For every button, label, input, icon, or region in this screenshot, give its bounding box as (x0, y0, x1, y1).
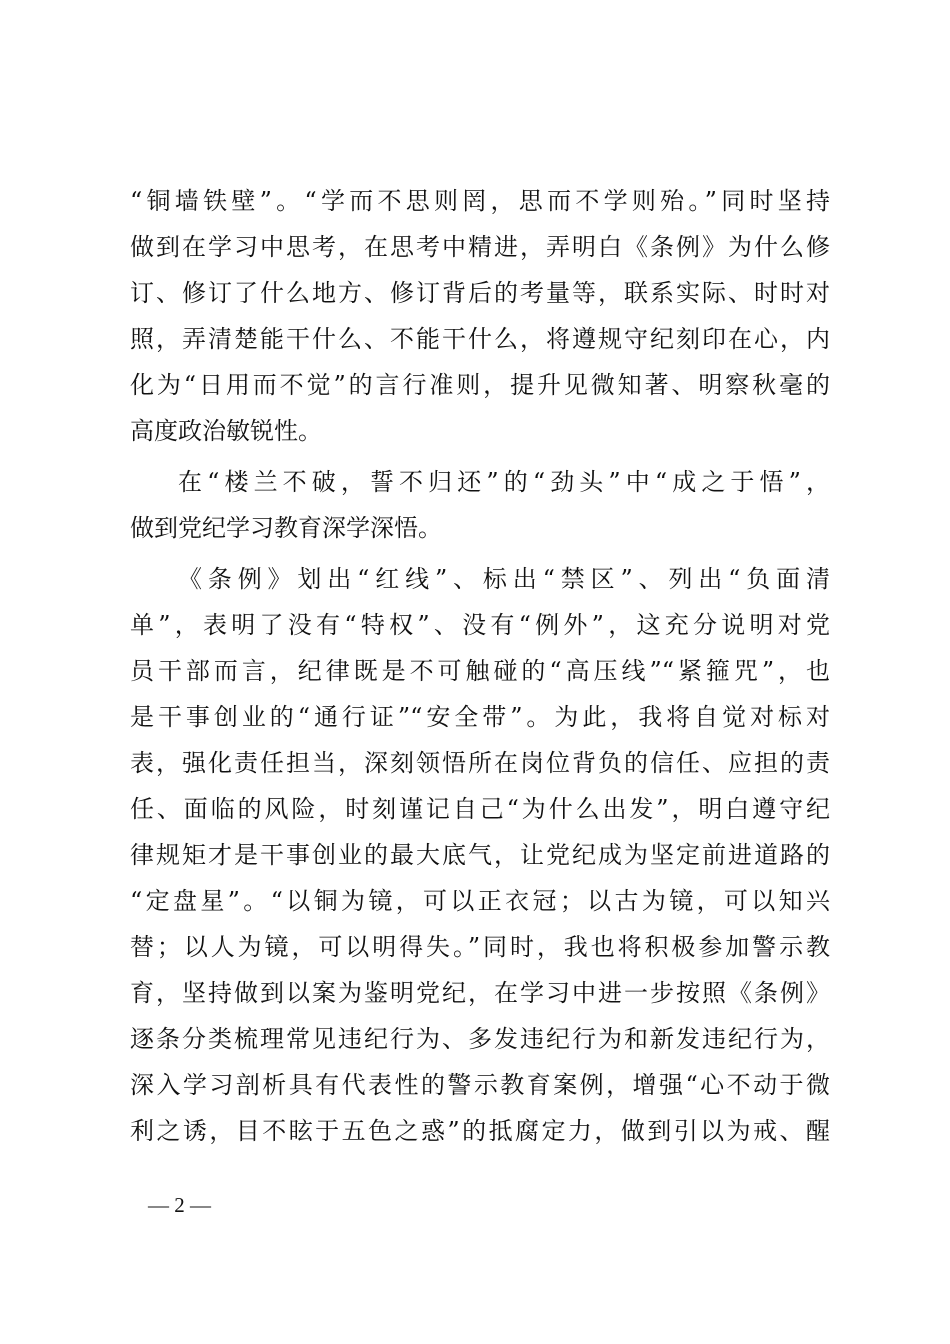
text-line: 是干事创业的“通行证”“安全带”。为此，我将自觉对标对 (130, 703, 830, 731)
paragraph (130, 459, 830, 551)
text-line: 育，坚持做到以案为鉴明党纪，在学习中进一步按照《条例》 (130, 979, 830, 1007)
text-line: 照，弄清楚能干什么、不能干什么，将遵规守纪刻印在心，内 (130, 325, 830, 353)
text-line: 在“楼兰不破，誓不归还”的“劲头”中“成之于悟”， (178, 468, 830, 496)
body-text (130, 178, 830, 1154)
text-line: 利之诱，目不眩于五色之惑”的抵腐定力，做到引以为戒、醒 (130, 1117, 830, 1145)
text-line: 做到党纪学习教育深学深悟。 (130, 514, 442, 542)
text-line: 替；以人为镜，可以明得失。”同时，我也将积极参加警示教 (130, 933, 830, 961)
text-line: 《条例》划出“红线”、标出“禁区”、列出“负面清 (178, 565, 830, 593)
text-line: 任、面临的风险，时刻谨记自己“为什么出发”，明白遵守纪 (130, 795, 830, 823)
text-line: 做到在学习中思考，在思考中精进，弄明白《条例》为什么修 (130, 233, 830, 261)
text-line: 逐条分类梳理常见违纪行为、多发违纪行为和新发违纪行为， (130, 1025, 830, 1053)
text-line: 深入学习剖析具有代表性的警示教育案例，增强“心不动于微 (130, 1071, 830, 1099)
paragraph (130, 556, 830, 1154)
text-line: “定盘星”。“以铜为镜，可以正衣冠；以古为镜，可以知兴 (130, 887, 830, 915)
text-line: 单”，表明了没有“特权”、没有“例外”，这充分说明对党 (130, 611, 830, 639)
text-line: 高度政治敏锐性。 (130, 417, 322, 445)
page-number: — 2 — (148, 1193, 211, 1217)
text-line: 律规矩才是干事创业的最大底气，让党纪成为坚定前进道路的 (130, 841, 830, 869)
text-line: 员干部而言，纪律既是不可触碰的“高压线”“紧箍咒”，也 (130, 657, 830, 685)
text-line: 化为“日用而不觉”的言行准则，提升见微知著、明察秋毫的 (130, 371, 830, 399)
text-line: “铜墙铁壁”。“学而不思则罔，思而不学则殆。”同时坚持 (130, 187, 830, 215)
paragraph (130, 178, 830, 454)
text-line: 订、修订了什么地方、修订背后的考量等，联系实际、时时对 (130, 279, 830, 307)
text-line: 表，强化责任担当，深刻领悟所在岗位背负的信任、应担的责 (130, 749, 830, 777)
